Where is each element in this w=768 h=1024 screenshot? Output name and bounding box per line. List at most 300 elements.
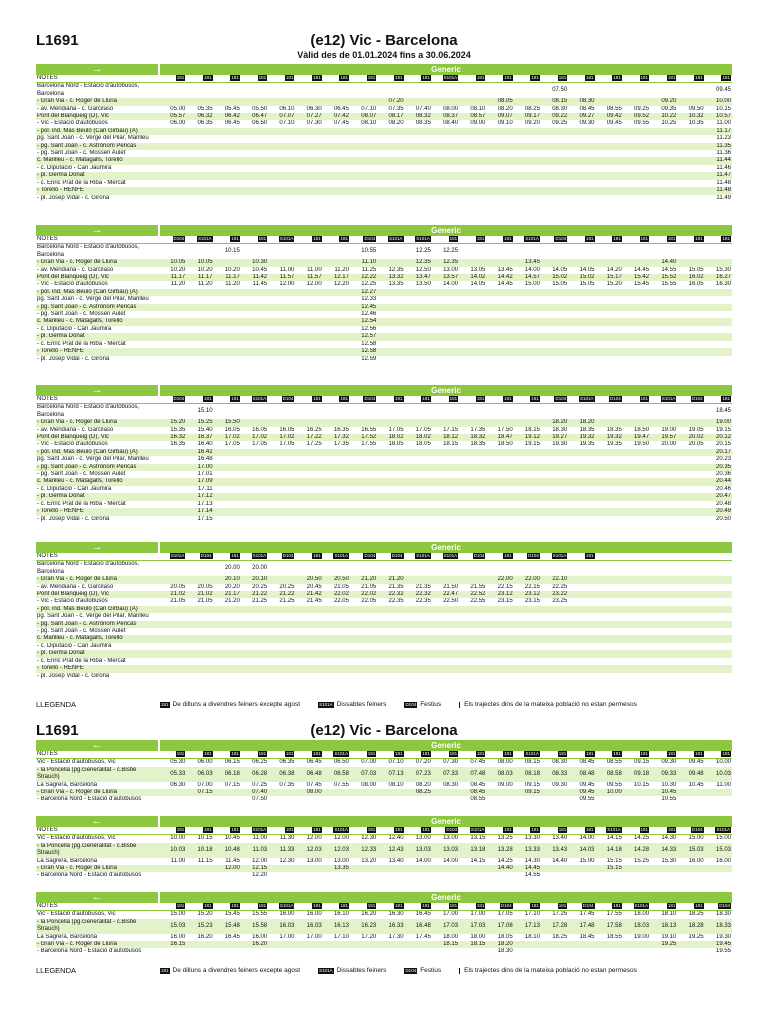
departure-time <box>295 259 322 266</box>
departure-time <box>268 165 295 172</box>
departure-time <box>677 128 704 135</box>
departure-time <box>377 311 404 318</box>
departure-time <box>432 478 459 485</box>
departure-time: 23.15 <box>524 598 540 605</box>
departure-time <box>677 471 704 478</box>
note-cell <box>486 75 513 83</box>
departure-time <box>159 187 186 194</box>
service-badge: 181 <box>313 903 321 908</box>
departure-time <box>486 326 513 333</box>
departure-time <box>323 486 350 493</box>
departure-time <box>514 98 541 105</box>
departure-time <box>650 304 677 311</box>
departure-time: 19.57 <box>650 434 677 441</box>
departure-time: 07.03 <box>350 767 377 782</box>
departure-time: 05.00 <box>170 105 186 112</box>
departure-time: 17.00 <box>470 911 486 918</box>
departure-time <box>459 613 486 620</box>
service-badge: D104 <box>582 903 594 908</box>
stop-name: - la Poncella (pg.Generalitat - c.Bisbe Strauch) <box>36 767 159 782</box>
departure-time: 17.13 <box>514 919 541 934</box>
service-badge: S101A <box>443 75 458 80</box>
departure-time <box>186 296 213 303</box>
departure-time: 20.05 <box>197 583 213 590</box>
departure-time <box>541 606 568 613</box>
note-cell <box>650 236 677 244</box>
service-badge: S101A <box>334 553 348 558</box>
departure-time <box>295 865 322 872</box>
departure-time: 15.23 <box>186 919 213 934</box>
departure-time <box>241 516 268 523</box>
departure-time <box>486 658 513 665</box>
stop-row <box>36 948 732 955</box>
departure-time <box>623 311 650 318</box>
stop-name: - Vic - Estació d'autobusos <box>37 441 108 448</box>
departure-time <box>268 404 295 419</box>
note-cell <box>377 553 404 561</box>
departure-time <box>541 449 568 456</box>
line-code: L1691 <box>36 32 79 49</box>
service-label: Generic <box>160 64 732 75</box>
departure-time <box>295 872 322 879</box>
stop-row <box>36 449 732 456</box>
departure-time <box>432 296 459 303</box>
departure-time <box>214 621 241 628</box>
service-badge: 181 <box>340 903 348 908</box>
legend-item <box>404 701 441 708</box>
departure-time <box>677 665 704 672</box>
departure-time <box>295 449 322 456</box>
departure-time: 18.35 <box>470 441 486 448</box>
stop-name: - pol. ind. Mas Beuló (Can Girbau) (A) <box>36 449 159 456</box>
departure-time <box>650 516 677 523</box>
departure-time: 14.00 <box>443 857 459 864</box>
departure-time <box>596 872 623 879</box>
departure-time <box>323 449 350 456</box>
departure-time <box>405 195 432 202</box>
departure-time: 17.05 <box>415 426 431 433</box>
departure-time: 19.32 <box>596 434 623 441</box>
departure-time <box>295 187 322 194</box>
stop-name: Pont del Blanqueig (D), Vic <box>36 113 159 120</box>
departure-time <box>596 143 623 150</box>
departure-time <box>486 673 513 680</box>
departure-time: 16.00 <box>306 911 322 918</box>
stop-row <box>36 281 732 288</box>
departure-time <box>677 135 704 142</box>
service-badge: 181 <box>204 396 212 401</box>
departure-time: 12.56 <box>361 325 377 332</box>
departure-time <box>295 326 322 333</box>
departure-time: 13.30 <box>524 835 540 842</box>
departure-time <box>159 449 186 456</box>
departure-time: 08.07 <box>350 113 377 120</box>
departure-time <box>486 789 513 796</box>
service-badge: 181 <box>667 827 676 832</box>
departure-time <box>432 180 459 187</box>
departure-time <box>186 348 213 355</box>
departure-time <box>514 304 541 311</box>
departure-time <box>241 650 268 657</box>
stop-row <box>36 180 732 187</box>
departure-time <box>295 561 322 576</box>
service-label: Generic <box>160 542 732 553</box>
departure-time <box>268 180 295 187</box>
departure-time <box>323 135 350 142</box>
departure-time <box>268 471 295 478</box>
departure-time <box>623 419 650 426</box>
departure-time: 17.12 <box>186 493 213 500</box>
service-badge: 181 <box>695 75 703 80</box>
departure-time <box>432 613 459 620</box>
service-badge: 181 <box>722 236 730 241</box>
service-badge: S101A <box>716 827 730 832</box>
departure-time: 15.05 <box>688 266 704 273</box>
departure-time: 14.45 <box>497 281 513 288</box>
departure-time <box>568 187 595 194</box>
block-header-bar <box>36 385 732 396</box>
departure-time: 12.30 <box>361 835 377 842</box>
departure-time <box>596 135 623 142</box>
departure-time <box>350 606 377 613</box>
stop-name: - la Poncella (pg.Generalitat - c.Bisbe Strauch) <box>36 919 159 934</box>
note-cell <box>186 553 213 561</box>
stop-name: Vic - Estació d'autobusos, Vic <box>37 835 116 842</box>
stop-row <box>36 434 732 441</box>
departure-time <box>514 449 541 456</box>
departure-time <box>568 143 595 150</box>
departure-time <box>677 865 704 872</box>
departure-time <box>323 628 350 635</box>
departure-time: 15.40 <box>197 426 213 433</box>
departure-time <box>432 508 459 515</box>
departure-time: 13.45 <box>497 266 513 273</box>
departure-time: 16.30 <box>388 911 404 918</box>
departure-time <box>241 165 268 172</box>
departure-time: 11.45 <box>225 857 240 864</box>
departure-time <box>159 621 186 628</box>
departure-time <box>323 516 350 523</box>
departure-time: 18.20 <box>486 941 513 948</box>
departure-time: 09.45 <box>715 87 731 94</box>
note-cell <box>350 236 377 244</box>
departure-time: 17.02 <box>268 434 295 441</box>
departure-time: 11.20 <box>334 266 349 273</box>
departure-time <box>323 348 350 355</box>
departure-time: 22.05 <box>333 598 349 605</box>
departure-time <box>350 143 377 150</box>
departure-time <box>596 195 623 202</box>
departure-time <box>405 621 432 628</box>
departure-time <box>295 508 322 515</box>
departure-time <box>650 419 677 426</box>
departure-time <box>186 180 213 187</box>
departure-time: 06.45 <box>333 105 349 112</box>
departure-time: 13.00 <box>306 857 322 864</box>
departure-time: 14.00 <box>415 857 431 864</box>
departure-time <box>268 516 295 523</box>
note-cell <box>486 827 513 835</box>
departure-time <box>432 650 459 657</box>
departure-time: 11.00 <box>252 835 268 842</box>
departure-time <box>214 157 241 164</box>
departure-time: 22.05 <box>361 598 377 605</box>
departure-time: 19.35 <box>579 441 595 448</box>
departure-time <box>514 643 541 650</box>
departure-time <box>214 180 241 187</box>
departure-time: 13.35 <box>388 281 404 288</box>
departure-time: 05.45 <box>224 105 240 112</box>
departure-time: 17.03 <box>459 919 486 934</box>
departure-time <box>159 606 186 613</box>
departure-time <box>677 304 704 311</box>
departure-time <box>295 493 322 500</box>
departure-time <box>214 135 241 142</box>
departure-time: 08.37 <box>432 113 459 120</box>
departure-time: 06.50 <box>252 120 268 127</box>
departure-time <box>568 561 595 576</box>
departure-time <box>323 157 350 164</box>
departure-time <box>486 187 513 194</box>
departure-time: 18.15 <box>459 941 486 948</box>
departure-time: 14.28 <box>623 843 650 858</box>
departure-time <box>541 456 568 463</box>
departure-time <box>159 304 186 311</box>
departure-time: 13.00 <box>443 266 459 273</box>
departure-time: 09.27 <box>568 113 595 120</box>
departure-time: 11.45 <box>252 281 268 288</box>
departure-time: 22.00 <box>514 576 541 583</box>
departure-time: 23.12 <box>514 591 541 598</box>
note-cell <box>405 396 432 404</box>
departure-time <box>323 796 350 803</box>
departure-time: 06.38 <box>268 767 295 782</box>
departure-time <box>650 606 677 613</box>
departure-time <box>459 135 486 142</box>
departure-time: 12.25 <box>361 281 377 288</box>
departure-time <box>268 172 295 179</box>
departure-time: 10.20 <box>224 266 240 273</box>
note-cell <box>596 751 623 759</box>
departure-time: 20.25 <box>279 583 295 590</box>
note-cell <box>268 827 295 835</box>
stop-name: - Gran Via - c. Roger de Llúria <box>36 865 159 872</box>
departure-time: 16.10 <box>333 911 349 918</box>
departure-time: 12.27 <box>350 289 377 296</box>
departure-time <box>486 471 513 478</box>
service-badge: 181 <box>258 75 267 80</box>
departure-time <box>350 516 377 523</box>
service-badge: S101A <box>634 903 649 908</box>
departure-time <box>405 948 432 955</box>
departure-time: 07.50 <box>252 796 268 803</box>
departure-time <box>623 333 650 340</box>
departure-time <box>677 508 704 515</box>
departure-time: 18.12 <box>432 434 459 441</box>
departure-time <box>405 304 432 311</box>
departure-time <box>214 872 241 879</box>
departure-time: 14.20 <box>606 266 622 273</box>
departure-time: 14.55 <box>524 872 540 879</box>
legend-text: Els trajectes dins de la mateixa població no estan permesos <box>464 967 637 974</box>
stop-row <box>36 157 732 164</box>
departure-time <box>214 98 241 105</box>
departure-time <box>677 165 704 172</box>
service-badge: D104 <box>691 396 703 401</box>
service-badge: D104 <box>364 396 376 401</box>
departure-time: 13.18 <box>459 843 486 858</box>
departure-time <box>568 404 595 419</box>
stop-row <box>36 267 732 274</box>
departure-time <box>323 789 350 796</box>
stop-row <box>36 941 732 948</box>
departure-time: 09.55 <box>579 796 595 803</box>
departure-time <box>568 658 595 665</box>
departure-time <box>186 289 213 296</box>
departure-time <box>405 128 432 135</box>
stop-name: - Vic - Estació d'autobusos <box>37 598 108 605</box>
departure-time <box>405 576 432 583</box>
departure-time: 14.05 <box>552 266 568 273</box>
service-badge: 181 <box>640 827 649 832</box>
departure-time <box>295 471 322 478</box>
departure-time <box>568 591 595 598</box>
departure-time <box>405 356 432 363</box>
service-badge: 181 <box>476 236 485 241</box>
departure-time <box>650 628 677 635</box>
departure-time <box>650 486 677 493</box>
departure-time <box>214 318 241 325</box>
note-cell <box>459 75 486 83</box>
departure-time <box>241 172 268 179</box>
departure-time <box>241 635 268 642</box>
departure-time <box>186 318 213 325</box>
service-badge: 181 <box>395 751 403 756</box>
departure-time <box>568 296 595 303</box>
departure-time <box>486 872 513 879</box>
departure-time: 06.25 <box>252 759 268 766</box>
departure-time <box>459 419 486 426</box>
departure-time <box>405 143 432 150</box>
departure-time <box>596 464 623 471</box>
departure-time <box>541 643 568 650</box>
departure-time <box>350 486 377 493</box>
departure-time: 18.15 <box>524 426 540 433</box>
departure-time <box>705 635 732 642</box>
departure-time: 21.42 <box>295 591 322 598</box>
departure-time <box>623 872 650 879</box>
stop-name: - c. Enric Prat de la Riba - Mercat <box>37 340 126 347</box>
stop-name: - Barcelona Nord - Estació d'autobusos <box>37 796 142 803</box>
departure-time: 14.25 <box>497 857 513 864</box>
departure-time <box>432 561 459 576</box>
departure-time <box>541 658 568 665</box>
departure-time: 21.45 <box>306 598 322 605</box>
departure-time <box>159 157 186 164</box>
departure-time <box>514 157 541 164</box>
departure-time <box>405 165 432 172</box>
departure-time <box>159 576 186 583</box>
stop-name: - Torelló - RENFE <box>36 187 159 194</box>
departure-time: 11.20 <box>197 281 213 288</box>
note-cell <box>486 396 513 404</box>
departure-time <box>568 486 595 493</box>
departure-time: 10.48 <box>214 843 241 858</box>
stop-row <box>36 311 732 318</box>
departure-time: 10.05 <box>186 259 213 266</box>
departure-time <box>295 356 322 363</box>
departure-time <box>596 333 623 340</box>
departure-time <box>459 98 486 105</box>
departure-time <box>377 501 404 508</box>
departure-time <box>677 941 704 948</box>
legend-item <box>459 967 637 974</box>
departure-time: 09.20 <box>524 120 540 127</box>
departure-time: 10.32 <box>677 113 704 120</box>
departure-time <box>596 591 623 598</box>
departure-time: 12.40 <box>388 835 404 842</box>
departure-time: 15.03 <box>159 919 186 934</box>
departure-time <box>568 165 595 172</box>
departure-time <box>486 613 513 620</box>
note-cell <box>377 827 404 835</box>
stop-row <box>36 584 732 591</box>
departure-time <box>268 259 295 266</box>
note-cell <box>295 751 322 759</box>
departure-time: 16.27 <box>705 274 732 281</box>
departure-time: 15.42 <box>623 274 650 281</box>
departure-time: 07.45 <box>333 120 349 127</box>
departure-time <box>459 621 486 628</box>
stop-row <box>36 643 732 650</box>
departure-time <box>241 665 268 672</box>
departure-time <box>405 150 432 157</box>
departure-time: 20.49 <box>705 508 732 515</box>
departure-time: 20.05 <box>688 441 704 448</box>
departure-time: 11.47 <box>705 172 732 179</box>
departure-time <box>159 333 186 340</box>
departure-time <box>568 172 595 179</box>
departure-time <box>405 658 432 665</box>
departure-time: 14.40 <box>650 259 677 266</box>
departure-time: 12.58 <box>361 340 377 347</box>
note-cell <box>541 827 568 835</box>
departure-time <box>650 180 677 187</box>
departure-time <box>650 150 677 157</box>
departure-time <box>568 318 595 325</box>
note-cell <box>241 903 268 911</box>
departure-time <box>514 471 541 478</box>
departure-time: 12.54 <box>350 318 377 325</box>
departure-time <box>514 172 541 179</box>
departure-time <box>459 865 486 872</box>
notes-row <box>36 396 732 404</box>
departure-time: 20.25 <box>252 583 268 590</box>
departure-time <box>214 172 241 179</box>
service-badge: 181 <box>258 751 267 756</box>
departure-time: 16.35 <box>333 426 349 433</box>
departure-time <box>214 143 241 150</box>
departure-time <box>159 516 186 523</box>
departure-time <box>623 259 650 266</box>
departure-time: 16.25 <box>306 426 322 433</box>
stop-row <box>36 796 732 803</box>
stop-row <box>36 628 732 635</box>
stop-name: - Gran Via - c. Roger de Llúria <box>36 98 159 105</box>
departure-time <box>295 606 322 613</box>
departure-time <box>514 341 541 348</box>
departure-time: 14.40 <box>552 857 568 864</box>
